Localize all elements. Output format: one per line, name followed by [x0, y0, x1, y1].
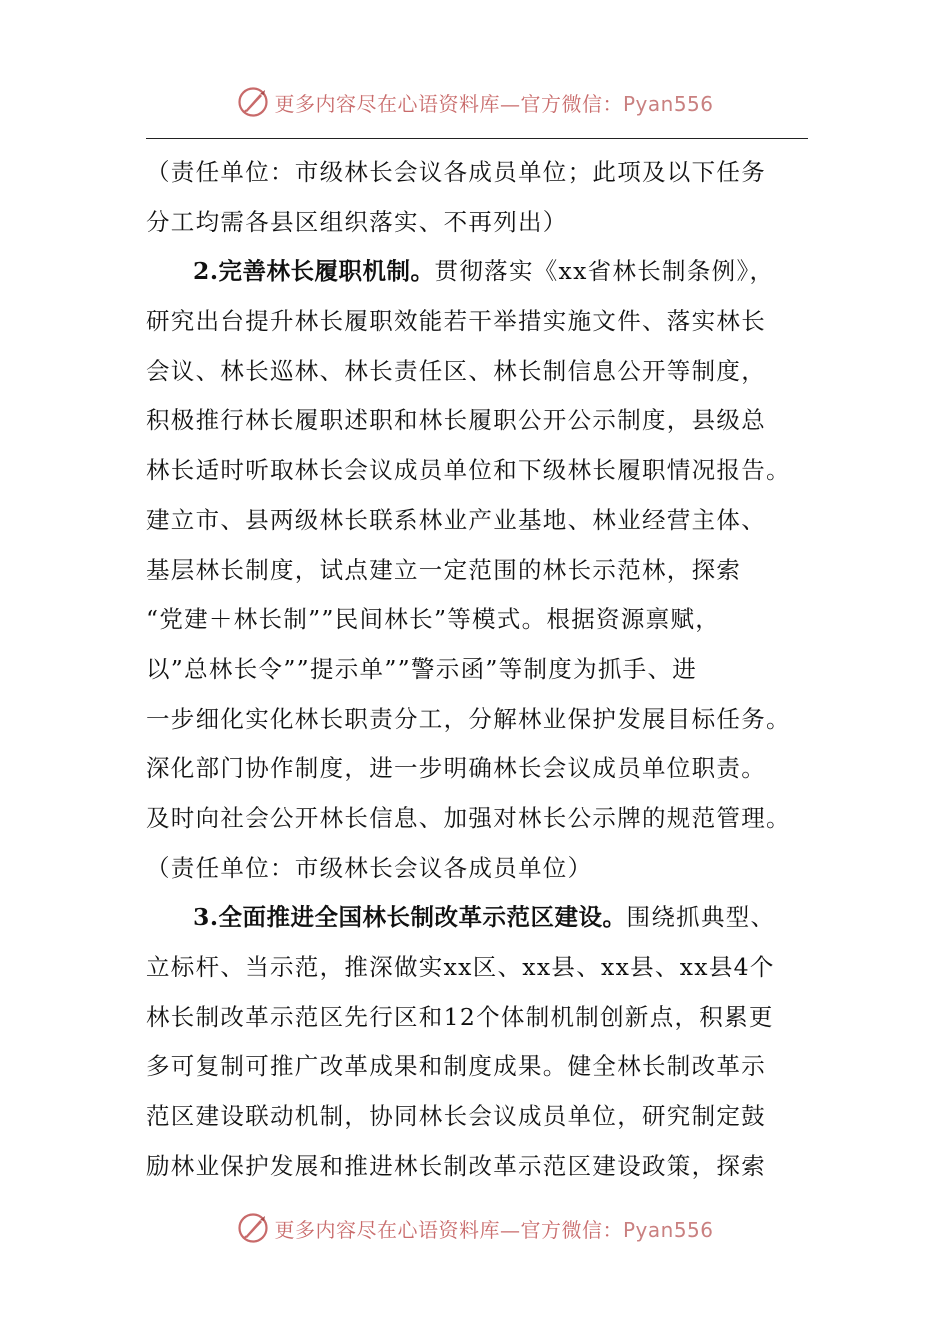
quill-pen-icon — [236, 1211, 270, 1245]
watermark-text: 更多内容尽在心语资料库—官方微信：Pyan556 — [274, 91, 714, 116]
text-line: 范区建设联动机制，协同林长会议成员单位，研究制定鼓 — [146, 1102, 766, 1131]
text-line: 以”总林长令””提示单””警示函”等制度为抓手、进 — [146, 654, 698, 683]
text-line: 分工均需各县区组织落实、不再列出） — [146, 207, 568, 236]
text-line: 立标杆、当示范，推深做实xx区、xx县、xx县、xx县4个 — [146, 953, 775, 981]
text-line: 励林业保护发展和推进林长制改革示范区建设政策，探索 — [146, 1151, 766, 1180]
text-line: 积极推行林长履职述职和林长履职公开公示制度，县级总 — [146, 406, 766, 435]
text-line: 一步细化实化林长职责分工，分解林业保护发展目标任务。 — [146, 704, 791, 733]
text-line: 林长适时听取林长会议成员单位和下级林长履职情况报告。 — [146, 456, 791, 485]
section-heading-2: 2.完善林长履职机制。 — [193, 257, 435, 286]
paragraph-3-first-line: 3.全面推进全国林长制改革示范区建设。围绕抓典型、 — [193, 903, 776, 932]
section-heading-3: 3.全面推进全国林长制改革示范区建设。 — [193, 903, 627, 932]
header-watermark — [0, 82, 950, 122]
text-line: 及时向社会公开林长信息、加强对林长公示牌的规范管理。 — [146, 803, 791, 832]
text-line: 多可复制可推广改革成果和制度成果。健全林长制改革示 — [146, 1052, 766, 1081]
paragraph-2-first-line: 2.完善林长履职机制。贯彻落实《xx省林长制条例》， — [193, 257, 775, 286]
wechat-id: Pyan556 — [622, 1217, 714, 1242]
wechat-id: Pyan556 — [622, 91, 714, 116]
watermark-text: 更多内容尽在心语资料库—官方微信：Pyan556 — [274, 1217, 714, 1242]
document-body — [146, 148, 808, 1191]
text-line: 基层林长制度，试点建立一定范围的林长示范林，探索 — [146, 555, 742, 584]
text-line: （责任单位：市级林长会议各成员单位；此项及以下任务 — [146, 158, 766, 186]
text-line: 建立市、县两级林长联系林业产业基地、林业经营主体、 — [146, 505, 766, 534]
text-line: 会议、林长巡林、林长责任区、林长制信息公开等制度， — [146, 356, 766, 385]
quill-pen-icon — [236, 85, 270, 119]
header-divider — [146, 138, 808, 139]
footer-watermark — [0, 1208, 950, 1248]
text-line: 深化部门协作制度，进一步明确林长会议成员单位职责。 — [146, 754, 766, 783]
text-line: （责任单位：市级林长会议各成员单位） — [146, 853, 593, 882]
text-line: 林长制改革示范区先行区和12个体制机制创新点，积累更 — [146, 1002, 774, 1031]
text-line: 研究出台提升林长履职效能若干举措实施文件、落实林长 — [146, 307, 766, 336]
text-line: “党建＋林长制””民间林长”等模式。根据资源禀赋， — [146, 605, 721, 634]
